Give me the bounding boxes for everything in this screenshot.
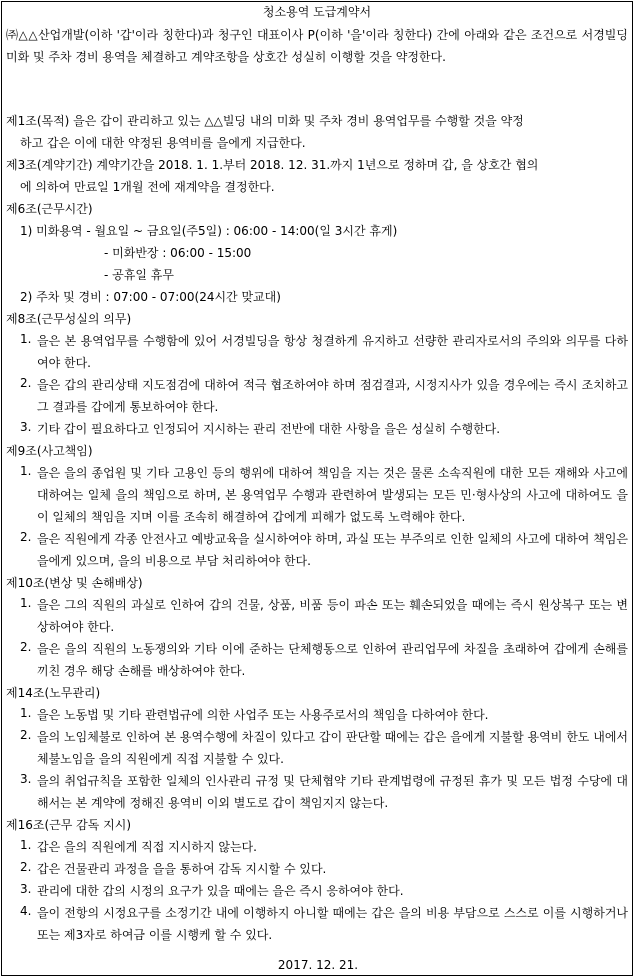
item-text: 을은 본 용역업무를 수행함에 있어 서경빌딩을 항상 청결하게 유지하고 선량한 관리자로서의 주의와 의무를 다하여야 한다. (37, 334, 628, 370)
article-10-item (6, 594, 628, 638)
item-number: 2. (20, 860, 32, 874)
item-number: 1. (20, 332, 32, 346)
article-9-heading: 제9조(사고책임) (6, 444, 93, 458)
intro-paragraph: ㈜△△산업개발(이하 '갑'이라 칭한다)과 청구인 대표이사 P(이하 '을'이라 칭한다) 간에 아래와 같은 조건으로 서경빌딩 미화 및 주차 경비 용역을 체결하고 계약조항을 상호간 성실히 이행할 것을 약정한다. (6, 28, 628, 64)
item-text: 을이 전항의 시정요구를 소정기간 내에 이행하지 아니할 때에는 갑은 을의 비용 부담으로 스스로 이를 시행하거나 또는 제3자로 하여금 이를 시행케 할 수 있다. (37, 906, 628, 942)
article-3-line-2: 에 의하여 만료일 1개월 전에 재계약을 결정한다. (20, 180, 275, 194)
article-16-heading: 제16조(근무 감독 지시) (6, 818, 131, 832)
article-14-heading: 제14조(노무관리) (6, 686, 101, 700)
article-14-item (6, 770, 628, 814)
contract-date: 2017. 12. 21. (277, 958, 359, 972)
item-number: 1. (20, 838, 32, 852)
article-14-item (6, 704, 628, 726)
article-6-schedule-1a: - 미화반장 : 06:00 - 15:00 (104, 246, 252, 260)
item-number: 4. (20, 904, 32, 918)
article-8-heading: 제8조(근무성실의 의무) (6, 312, 132, 326)
item-text: 기타 갑이 필요하다고 인정되어 지시하는 관리 전반에 대한 사항을 을은 성실히 수행한다. (37, 422, 501, 436)
article-16-item (6, 880, 628, 902)
item-text: 을은 직원에게 각종 안전사고 예방교육을 실시하여야 하며, 과실 또는 부주의로 인한 일체의 사고에 대하여 책임은 을에게 있으며, 을의 비용으로 부담 처리하여야 한다. (37, 532, 628, 568)
article-9-item (6, 528, 628, 572)
article-6-heading: 제6조(근무시간) (6, 202, 93, 216)
item-number: 2. (20, 640, 32, 654)
article-1-line-1: 제1조(목적) 을은 갑이 관리하고 있는 △△빌딩 내의 미화 및 주차 경비 용역업무를 수행할 것을 약정 (6, 114, 524, 128)
article-6-schedule-1b: - 공휴일 휴무 (104, 268, 174, 282)
contract-body (6, 3, 628, 946)
article-8-item (6, 374, 628, 418)
item-text: 관리에 대한 갑의 시정의 요구가 있을 때에는 을은 즉시 응하여야 한다. (37, 884, 404, 898)
article-8-item (6, 418, 628, 440)
item-text: 을은 그의 직원의 과실로 인하여 갑의 건물, 상품, 비품 등이 파손 또는 훼손되었을 때에는 즉시 원상복구 또는 변상하여야 한다. (37, 598, 628, 634)
article-1-line-2: 하고 갑은 이에 대한 약정된 용역비를 을에게 지급한다. (20, 136, 306, 150)
item-text: 을의 노임체불로 인하여 본 용역수행에 차질이 있다고 갑이 판단할 때에는 갑은 을에게 지불할 용역비 한도 내에서 체불노임을 을의 직원에게 직접 지불할 수 있다. (37, 730, 628, 766)
item-text: 갑은 을의 직원에게 직접 지시하지 않는다. (37, 840, 257, 854)
item-number: 1. (20, 464, 32, 478)
item-text: 을은 을의 종업원 및 기타 고용인 등의 행위에 대하여 책임을 지는 것은 물론 소속직원에 대한 모든 재해와 사고에 대하여는 일체 을의 책임으로 하며, 본 용역업무 수행과 관련하여 발생되는 모든 민·형사상의 사고에 대하여도 을이 일체의 책임을 지며 이를 조속히 해결하여 갑에게 피해가 없도록 노력해야 한다. (37, 466, 628, 524)
item-text: 을의 취업규칙을 포함한 일체의 인사관리 규정 및 단체협약 기타 관계법령에 규정된 휴가 및 모든 법정 수당에 대해서는 본 계약에 정해진 용역비 이외 별도로 갑이 책임지지 않는다. (37, 774, 628, 810)
item-number: 1. (20, 596, 32, 610)
article-9-item (6, 462, 628, 528)
article-3-line-1: 제3조(계약기간) 계약기간을 2018. 1. 1.부터 2018. 12. 31.까지 1년으로 정하며 갑, 을 상호간 협의 (6, 158, 539, 172)
article-16-item (6, 836, 628, 858)
item-number: 3. (20, 772, 32, 786)
document-title: 청소용역 도급계약서 (262, 5, 372, 19)
item-number: 2. (20, 376, 32, 390)
item-text: 을은 을의 직원의 노동쟁의와 기타 이에 준하는 단체행동으로 인하여 관리업무에 차질을 초래하여 갑에게 손해를 끼친 경우 해당 손해를 배상하여야 한다. (37, 642, 628, 678)
article-16-item (6, 858, 628, 880)
item-text: 갑은 건물관리 과정을 을을 통하여 감독 지시할 수 있다. (37, 862, 327, 876)
article-10-item (6, 638, 628, 682)
item-number: 1. (20, 706, 32, 720)
item-text: 을은 노동법 및 기타 관련법규에 의한 사업주 또는 사용주로서의 책임을 다하여야 한다. (37, 708, 489, 722)
item-number: 3. (20, 882, 32, 896)
spacer (6, 90, 628, 110)
item-number: 2. (20, 728, 32, 742)
article-10-heading: 제10조(변상 및 손해배상) (6, 576, 143, 590)
article-14-item (6, 726, 628, 770)
item-number: 3. (20, 420, 32, 434)
article-16-item (6, 902, 628, 946)
article-6-schedule-2: 2) 주차 및 경비 : 07:00 - 07:00(24시간 맞교대) (20, 290, 281, 304)
article-6-schedule-1: 1) 미화용역 - 월요일 ~ 금요일(주5일) : 06:00 - 14:00(일 3시간 휴게) (20, 224, 398, 238)
item-number: 2. (20, 530, 32, 544)
article-8-item (6, 330, 628, 374)
item-text: 을은 갑의 관리상태 지도점검에 대하여 적극 협조하여야 하며 점검결과, 시정지사가 있을 경우에는 즉시 조치하고 그 결과를 갑에게 통보하여야 한다. (37, 378, 628, 414)
